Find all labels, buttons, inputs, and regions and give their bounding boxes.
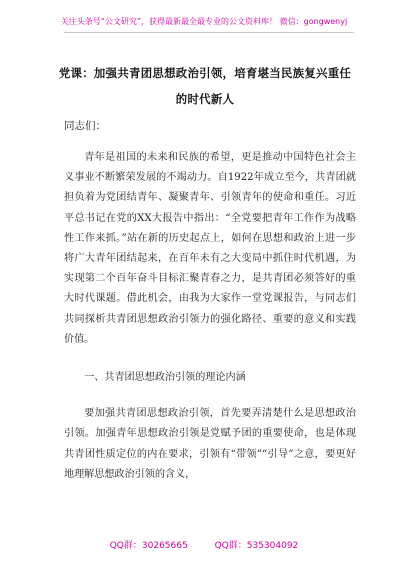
body-paragraph: 青年是祖国的未来和民族的希望，更是推动中国特色社会主义事业不断繁荣发展的不竭动力。自1922年成立至今，共青团就担负着为党团结青年、凝聚青年、引领青年的使命和重任。习近平总书记在党的XX大报告中指出：“全党要把青年工作作为战略性工作来抓。”站在新的历史起点上，如何在思想和政治上进一步将广大青年团结起来，在百年未有之大变局中抓住时代机遇，为实现第二个百年奋斗目标汇聚青春之力，是共青团必须答好的重大时代课题。借此机会，由我为大家作一堂党课报告，与同志们共同探析共青团思想政治引领力的强化路径、重要的意义和实践价值。 bbox=[64, 152, 356, 345]
title-line-1: 党课：加强共青团思想政治引领，培育堪当民族复兴重任 bbox=[58, 66, 352, 80]
document-title bbox=[56, 60, 354, 112]
header-divider bbox=[64, 32, 354, 33]
section-heading: 一、共青团思想政治引领的理论内涵 bbox=[84, 372, 246, 384]
footer-qq-group-1: QQ群：30265665 bbox=[109, 541, 188, 551]
header-banner: 关注头条号“公文研究”，获得最新最全最专业的公文资料库！ 微信：gongwenyj bbox=[60, 17, 348, 26]
footer bbox=[0, 538, 408, 551]
section-paragraph: 要加强共青团思想政治引领，首先要弄清楚什么是思想政治引领。加强青年思想政治引领是党赋予团的重要使命，也是体现共青团性质定位的内在要求，引领有“带领”“引导”之意，要更好地理解思想政治引领的含义， bbox=[64, 408, 356, 480]
salutation: 同志们： bbox=[64, 120, 106, 132]
title-line-2: 的时代新人 bbox=[175, 92, 235, 106]
document-body bbox=[64, 148, 356, 485]
footer-qq-group-2: QQ群：535304092 bbox=[214, 541, 299, 551]
